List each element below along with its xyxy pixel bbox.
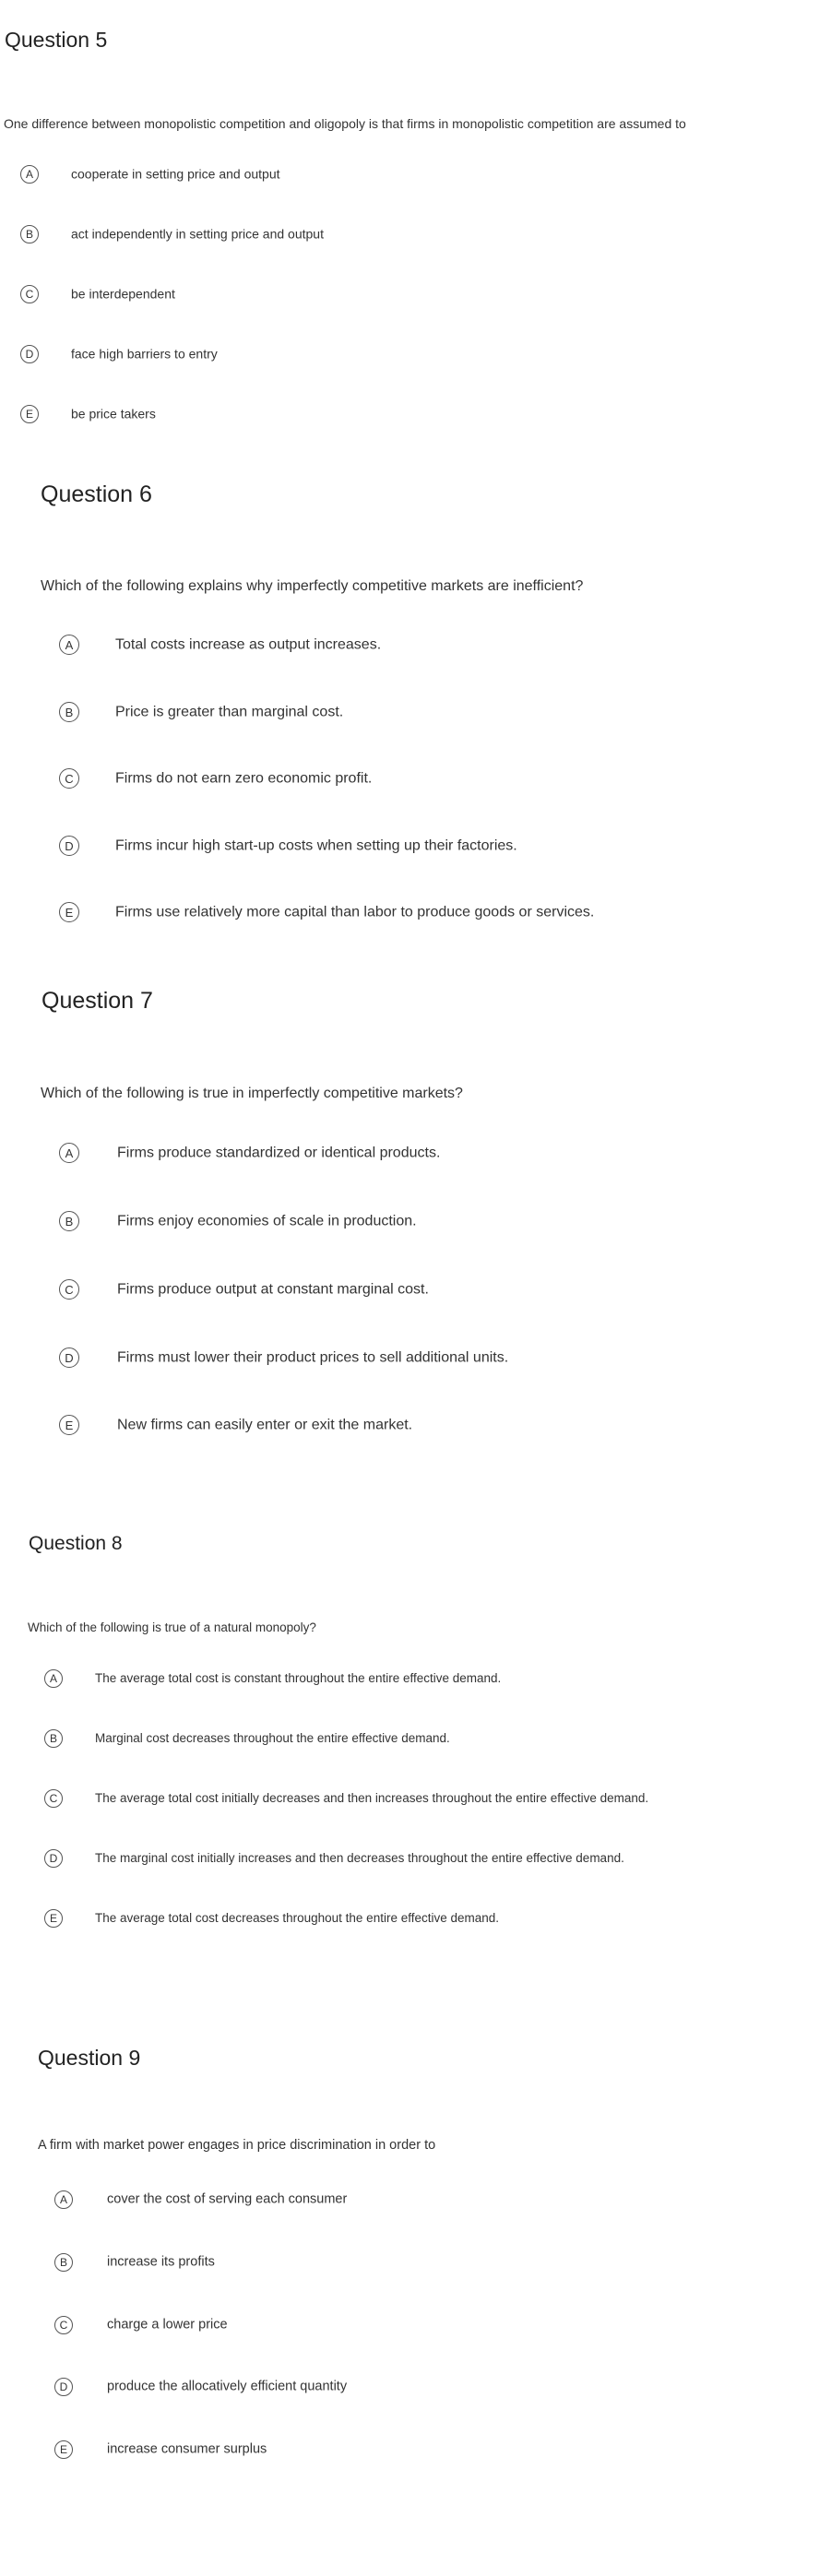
choice-letter-badge[interactable]: A [20,165,39,184]
question-prompt: Which of the following explains why imperfectly competitive markets are inefficient? [41,578,584,594]
choice-letter-badge[interactable]: B [59,1211,79,1231]
choice-text: Firms do not earn zero economic profit. [115,770,373,787]
question-title: Question 5 [5,28,108,52]
choice-text: Marginal cost decreases throughout the entire effective demand. [95,1730,450,1745]
choice-text: Price is greater than marginal cost. [115,704,344,720]
choice-letter-badge[interactable]: B [59,702,79,722]
choice-letter-badge[interactable]: D [54,2378,73,2396]
choice-text: act independently in setting price and output [71,226,324,242]
choice-letter-badge[interactable]: D [44,1849,63,1868]
question-title: Question 7 [42,988,153,1014]
choice-text: Firms must lower their product prices to sell additional units. [117,1349,509,1366]
choice-letter-badge[interactable]: E [54,2440,73,2459]
choice-letter-badge[interactable]: C [59,768,79,789]
choice-text: Firms produce standardized or identical products. [117,1145,441,1161]
choice-text: Firms incur high start-up costs when setting up their factories. [115,837,517,854]
choice-text: The average total cost initially decreases and then increases throughout the entire effective demand. [95,1790,649,1805]
choice-text: Total costs increase as output increases. [115,636,382,653]
choice-text: Firms produce output at constant marginal cost. [117,1281,429,1298]
choice-letter-badge[interactable]: A [44,1669,63,1688]
choice-letter-badge[interactable]: C [44,1789,63,1808]
choice-text: cooperate in setting price and output [71,166,280,182]
choice-letter-badge[interactable]: D [59,836,79,856]
choice-letter-badge[interactable]: C [20,285,39,303]
question-prompt: Which of the following is true of a natural monopoly? [28,1620,316,1634]
choice-text: The average total cost decreases throughout the entire effective demand. [95,1910,500,1925]
choice-text: be interdependent [71,286,175,302]
choice-text: be price takers [71,406,156,421]
choice-letter-badge[interactable]: D [20,345,39,363]
choice-text: increase consumer surplus [107,2441,267,2457]
choice-letter-badge[interactable]: C [54,2316,73,2334]
choice-letter-badge[interactable]: A [59,1143,79,1163]
choice-letter-badge[interactable]: E [59,902,79,922]
choice-text: The average total cost is constant throughout the entire effective demand. [95,1670,502,1685]
choice-text: produce the allocatively efficient quantity [107,2379,348,2394]
choice-text: The marginal cost initially increases and then decreases throughout the entire effective demand. [95,1850,624,1865]
choice-text: charge a lower price [107,2317,228,2333]
choice-text: Firms enjoy economies of scale in production. [117,1213,417,1229]
choice-letter-badge[interactable]: E [44,1909,63,1928]
question-prompt: Which of the following is true in imperfectly competitive markets? [41,1086,463,1101]
question-title: Question 9 [38,2046,141,2070]
choice-text: increase its profits [107,2254,215,2270]
choice-letter-badge[interactable]: D [59,1347,79,1368]
choice-letter-badge[interactable]: E [59,1415,79,1435]
choice-text: cover the cost of serving each consumer [107,2191,348,2207]
choice-text: face high barriers to entry [71,346,218,362]
question-title: Question 6 [41,481,152,507]
choice-letter-badge[interactable]: A [54,2190,73,2209]
choice-letter-badge[interactable]: B [20,225,39,243]
question-title: Question 8 [29,1533,123,1554]
choice-letter-badge[interactable]: C [59,1279,79,1300]
choice-letter-badge[interactable]: A [59,635,79,655]
choice-letter-badge[interactable]: E [20,405,39,423]
choice-letter-badge[interactable]: B [54,2253,73,2272]
question-prompt: A firm with market power engages in price discrimination in order to [38,2138,436,2153]
choice-text: Firms use relatively more capital than labor to produce goods or services. [115,904,595,920]
question-prompt: One difference between monopolistic competition and oligopoly is that firms in monopolistic competition are assumed to [4,116,686,131]
choice-text: New firms can easily enter or exit the market. [117,1417,413,1433]
choice-letter-badge[interactable]: B [44,1729,63,1748]
